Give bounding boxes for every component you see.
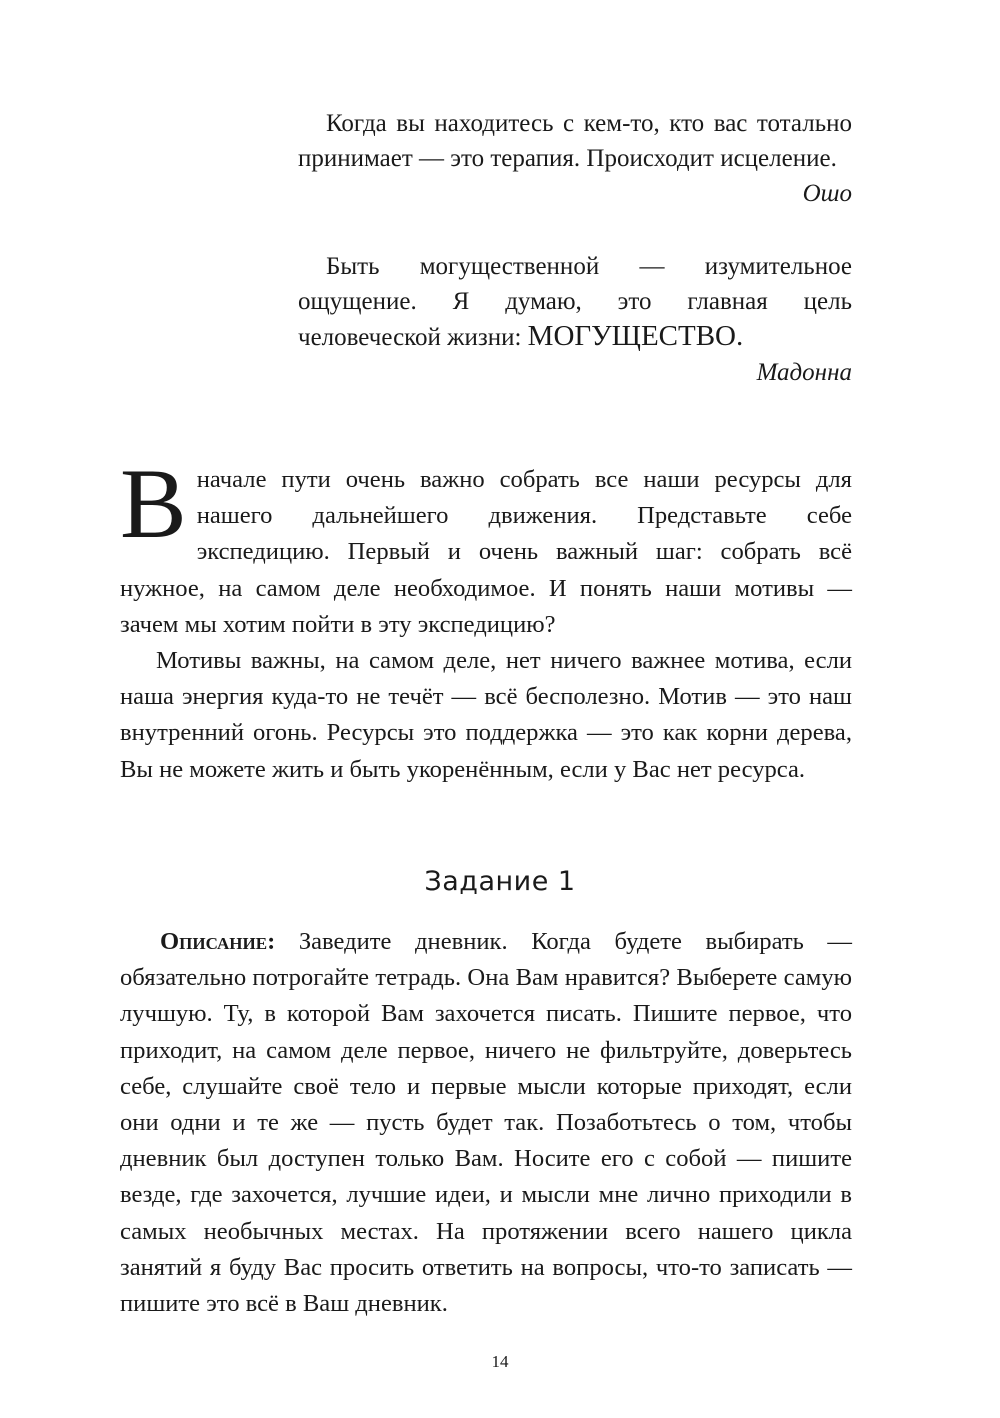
epigraph-author: Мадонна (756, 359, 852, 386)
paragraph-text: Мотивы важны, на самом деле, нет ничего важнее мотива, если наша энергия куда-то не течёт — всё бесполезно. Мотив — это наш внутренний огонь. Ресурсы это поддержка — это как корни дерева, Вы не можете жить и быть укоренённым, если у Вас нет ресурса. (120, 647, 852, 783)
epigraph-madonna (298, 249, 852, 390)
intro-paragraph-1 (120, 448, 852, 643)
paragraph (120, 448, 852, 643)
epigraph-text (298, 249, 852, 355)
epigraph-osho (298, 106, 852, 211)
task-description (120, 924, 852, 1322)
epigraph-text: Когда вы находитесь с кем-то, кто вас тотально принимает — это терапия. Происходит исцеление. (298, 110, 852, 172)
intro-paragraph-2 (120, 643, 852, 788)
page-number: 14 (491, 1352, 509, 1371)
task-text: Заведите дневник. Когда будете выбирать — обязательно потрогайте тетрадь. Она Вам нравится? Выберете самую лучшую. Ту, в которой Вам захочется писать. Пишите первое, что приходит, на самом деле первое, ничего не фильтруйте, доверьтесь себе, слушайте своё тело и первые мысли которые приходят, если они одни и те же — пусть будет так. Позаботьтесь о том, чтобы дневник был доступен только Вам. Носите его с собой — пишите везде, где захочется, лучшие идеи, и мысли мне лично приходили в самых необычных местах. На протяжении всего нашего цикла занятий я буду Вас просить ответить на вопросы, что-то записать — пишите это всё в Ваш дневник. (120, 928, 852, 1318)
epigraph-emphasis: МОГУЩЕСТВО. (527, 320, 744, 352)
paragraph-text: начале пути очень важно собрать все наши ресурсы для нашего дальнейшего движения. Представьте себе экспедицию. Первый и очень важный шаг: собрать всё нужное, на самом деле необходимое. И понять наши мотивы — зачем мы хотим пойти в эту экспедицию? (120, 466, 852, 638)
epigraph-author: Ошо (802, 180, 852, 207)
epigraph-text-main: Быть могущественной — изумительное ощущение. Я думаю, это главная цель человеческой жизни: (298, 253, 852, 351)
drop-cap: В (120, 448, 187, 559)
task-label: Описание: (160, 928, 276, 955)
paragraph (120, 924, 852, 1322)
section-heading: Задание 1 (424, 866, 576, 897)
